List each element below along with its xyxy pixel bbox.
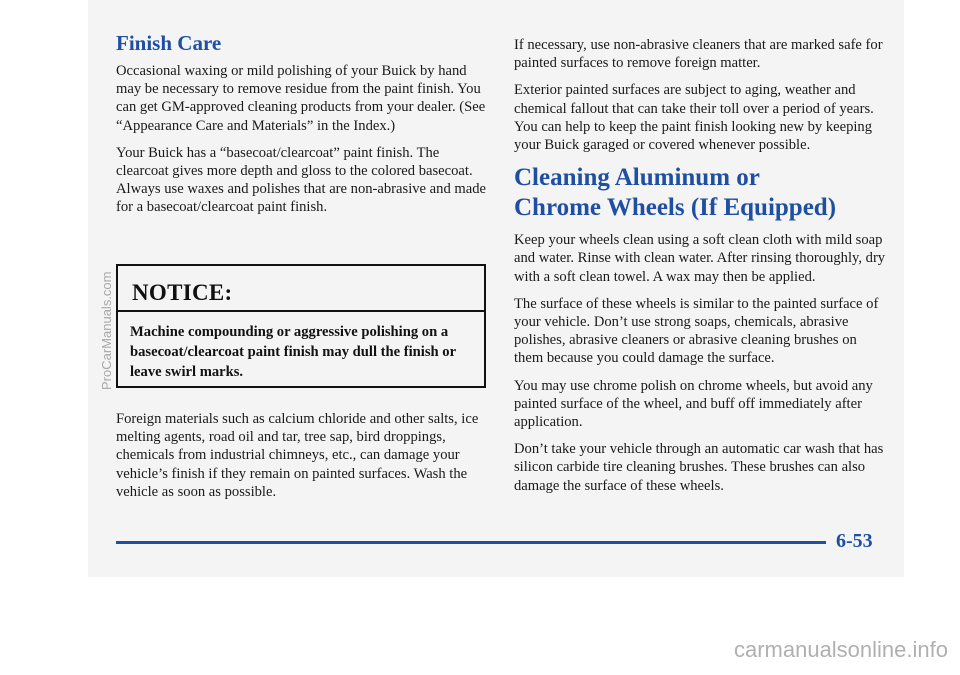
side-watermark: ProCarManuals.com xyxy=(99,271,114,390)
section-heading-finish-care: Finish Care xyxy=(116,31,222,55)
paragraph: The surface of these wheels is similar to the painted surface of your vehicle. Don’t use strong soaps, chemicals, abrasive polishes, abrasive cleaners or abrasive cleaning brushes on them because you could damage the surface. xyxy=(514,295,879,367)
notice-text: Machine compounding or aggressive polishing on a basecoat/clearcoat paint finish may dull the finish or leave swirl marks. xyxy=(130,324,456,380)
paragraph: Keep your wheels clean using a soft clean cloth with mild soap and water. Rinse with clean water. After rinsing thoroughly, dry with a soft clean towel. A wax may then be applied. xyxy=(514,232,886,285)
left-column xyxy=(116,30,488,226)
heading-line: Chrome Wheels (If Equipped) xyxy=(514,194,837,222)
paragraph: Your Buick has a “basecoat/clearcoat” paint finish. The clearcoat gives more depth and gloss to the colored basecoat. Always use waxes and polishes that are non-abrasive and made for a basecoat/clearcoat paint finish. xyxy=(116,144,486,216)
bottom-watermark: carmanualsonline.info xyxy=(733,637,948,662)
paragraph: Foreign materials such as calcium chloride and other salts, ice melting agents, road oil and tar, tree sap, bird droppings, chemicals from industrial chimneys, etc., can damage your vehicle’s finish if they remain on painted surfaces. Wash the vehicle as soon as possible. xyxy=(116,411,479,500)
notice-title: NOTICE: xyxy=(132,280,233,305)
page-number: 6-53 xyxy=(836,530,873,552)
section-heading-cleaning-wheels xyxy=(514,163,886,223)
paragraph: Exterior painted surfaces are subject to aging, weather and chemical fallout that can take their toll over a period of years. You can help to keep the paint finish looking new by keeping your Buick garaged or covered whenever possible. xyxy=(514,82,874,154)
footer-rule xyxy=(116,541,826,544)
right-column xyxy=(514,36,886,504)
paragraph: You may use chrome polish on chrome wheels, but avoid any painted surface of the wheel, and buff off immediately after application. xyxy=(514,377,873,431)
notice-box xyxy=(116,264,486,388)
paragraph: Occasional waxing or mild polishing of your Buick by hand may be necessary to remove residue from the paint finish. You can get GM-approved cleaning products from your dealer. (See “Appearance Care and Materials” in the Index.) xyxy=(116,63,486,134)
paragraph: If necessary, use non-abrasive cleaners that are marked safe for painted surfaces to remove foreign matter. xyxy=(514,37,883,72)
paragraph: Don’t take your vehicle through an automatic car wash that has silicon carbide tire cleaning brushes. These brushes can also damage the surface of these wheels. xyxy=(514,441,884,494)
notice-divider xyxy=(118,310,484,312)
heading-line: Cleaning Aluminum or xyxy=(514,164,760,192)
